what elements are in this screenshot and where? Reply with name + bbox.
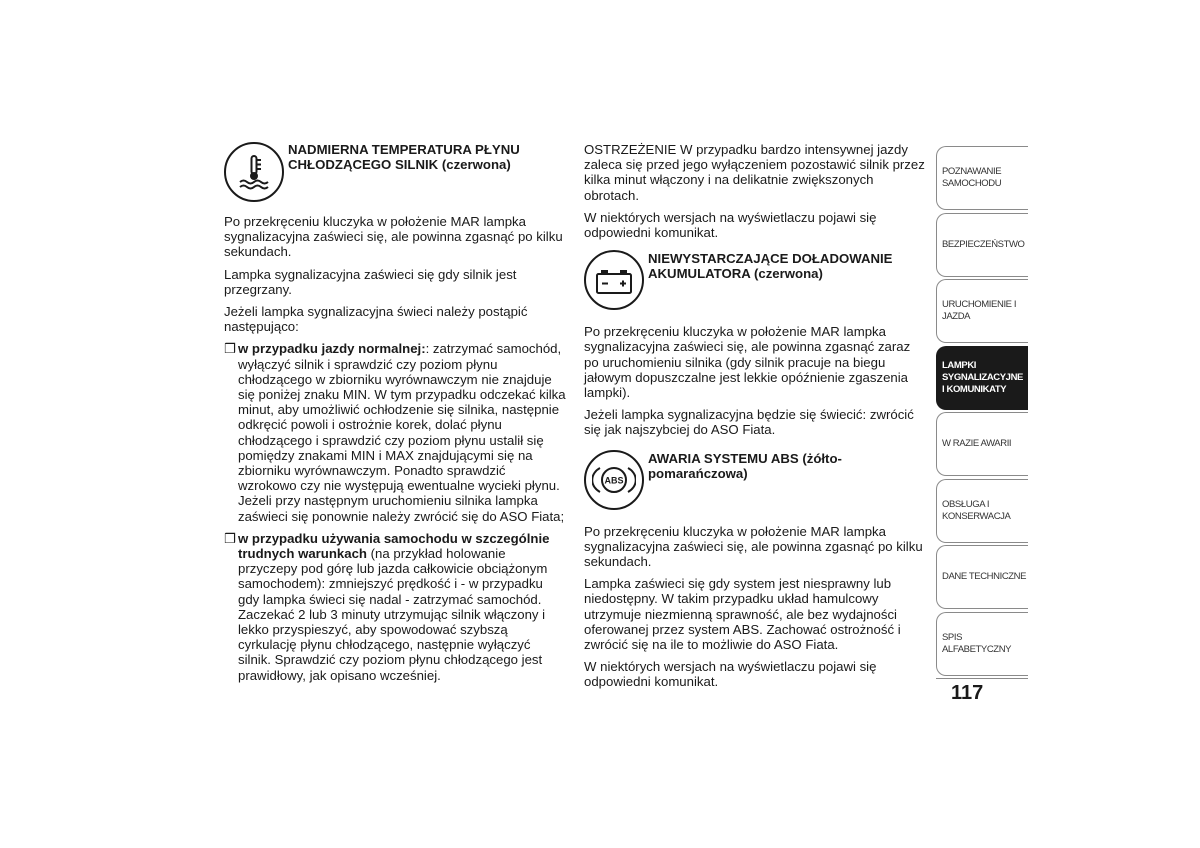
list-item <box>224 531 566 683</box>
tab-lampki-sygnalizacyjne[interactable]: LAMPKI SYGNALIZACYJNE I KOMUNIKATY <box>936 346 1028 410</box>
coolant-paragraph-3: Jeżeli lampka sygnalizacyjna świeci należy postąpić następująco: <box>224 304 528 335</box>
list-item <box>224 341 566 523</box>
chapter-tabs <box>936 146 1028 678</box>
tab-bezpieczenstwo[interactable]: BEZPIECZEŃSTWO <box>936 213 1028 277</box>
coolant-paragraph-2: Lampka sygnalizacyjna zaświeci się gdy silnik jest przegrzany. <box>224 266 517 297</box>
bullet-lead: w przypadku jazdy normalnej: <box>238 341 426 357</box>
bullet-text <box>238 531 566 683</box>
battery-paragraph-1: Po przekręceniu kluczyka w położenie MAR lampka sygnalizacyjna zaświeci się, ale powinna zgasnąć zaraz po uruchomieniu silnika (gdy silnik pracuje na biegu jałowym dopuszczalne jest lekkie opóźnienie zgaszenia lampki). <box>584 324 911 401</box>
abs-paragraph-1: Po przekręceniu kluczyka w położenie MAR lampka sygnalizacyjna zaświeci się, ale powinna zgasnąć po kilku sekundach. <box>584 523 923 570</box>
coolant-section-header <box>224 142 566 202</box>
abs-icon-label: ABS <box>604 475 624 486</box>
abs-icon <box>584 450 644 510</box>
bullet-detail: : zatrzymać samochód, wyłączyć silnik i sprawdzić czy poziom płynu chłodzącego w zbiorniku wyrównawczym nie znajduje się poniżej znaku MIN. W tym przypadku odczekać kilka minut, aby umożliwić ochłodzenie się silnika, następnie odkręcić powoli i ostrożnie korek, dolać płynu chłodzącego i sprawdzić czy poziom płynu ustalił się pomiędzy znakami MIN i MAX znajdującymi się na zbiorniku wyrównawczym. Ponadto sprawdzić wzrokowo czy nie występują ewentualne wycieki płynu. Jeżeli przy następnym uruchomieniu silnika lampka zaświeci się ponownie należy zwrócić się do ASO Fiata; <box>238 341 566 524</box>
bullet-marker: ❒ <box>224 530 236 546</box>
battery-section-title: NIEWYSTARCZAJĄCE DOŁADOWANIE AKUMULATORA (czerwona) <box>648 251 893 282</box>
battery-paragraph-2: Jeżeli lampka sygnalizacyjna będzie się świecić: zwrócić się jak najszybciej do ASO Fiata. <box>584 407 914 438</box>
abs-paragraph-2: Lampka zaświeci się gdy system jest niesprawny lub niedostępny. W takim przypadku układ hamulcowy utrzymuje niezmienną sprawność, ale bez wydajności oferowanej przez system ABS. Zachować ostrożność i zwrócić się na ile to możliwie do ASO Fiata. <box>584 576 901 653</box>
warning-paragraph: OSTRZEŻENIE W przypadku bardzo intensywnej jazdy zaleca się przed jego wyłączeniem pozostawić silnik przez kilka minut włączony i na delikatnie zwiększonych obrotach. <box>584 142 925 203</box>
coolant-section-title: NADMIERNA TEMPERATURA PŁYNU CHŁODZĄCEGO SILNIK (czerwona) <box>288 142 520 172</box>
abs-section-header <box>584 450 926 510</box>
abs-section-title: AWARIA SYSTEMU ABS (żółto-pomarańczowa) <box>648 450 842 481</box>
abs-paragraph-3: W niektórych wersjach na wyświetlaczu pojawi się odpowiedni komunikat. <box>584 659 877 690</box>
page-number-rule <box>936 678 1028 679</box>
left-column <box>224 142 566 690</box>
tab-w-razie-awarii[interactable]: W RAZIE AWARII <box>936 412 1028 476</box>
battery-section-header <box>584 250 926 310</box>
tab-obsluga-i-konserwacja[interactable]: OBSŁUGA I KONSERWACJA <box>936 479 1028 543</box>
battery-icon <box>584 250 644 310</box>
display-message-note: W niektórych wersjach na wyświetlaczu pojawi się odpowiedni komunikat. <box>584 209 877 241</box>
bullet-text <box>238 341 566 523</box>
bullet-detail: (na przykład holowanie przyczepy pod górę lub jazda całkowicie obciążonym samochodem): zmniejszyć prędkość i - w przypadku gdy lampka świeci się nadal - zatrzymać samochód. Zaczekać 2 lub 3 minuty utrzymując silnik włączony i lekko przyspieszyć, aby spowodować szybszą cyrkulację płynu chłodzącego, następnie wyłączyć silnik. Sprawdzić czy poziom płynu chłodzącego jest prawidłowy, jak opisano wcześniej. <box>238 546 548 683</box>
tab-dane-techniczne[interactable]: DANE TECHNICZNE <box>936 545 1028 609</box>
tab-uruchomienie-i-jazda[interactable]: URUCHOMIENIE I JAZDA <box>936 279 1028 343</box>
bullet-marker: ❒ <box>224 341 236 357</box>
right-column <box>584 142 926 697</box>
tab-poznawanie-samochodu[interactable]: POZNAWANIE SAMOCHODU <box>936 146 1028 210</box>
coolant-paragraph-1: Po przekręceniu kluczyka w położenie MAR lampka sygnalizacyjna zaświeci się, ale powinna zgasnąć po kilku sekundach. <box>224 214 563 260</box>
bullet-lead: w przypadku używania samochodu w szczególnie trudnych warunkach <box>238 530 550 562</box>
coolant-temperature-icon <box>224 142 284 202</box>
tab-spis-alfabetyczny[interactable]: SPIS ALFABETYCZNY <box>936 612 1028 676</box>
page-number: 117 <box>951 682 984 704</box>
